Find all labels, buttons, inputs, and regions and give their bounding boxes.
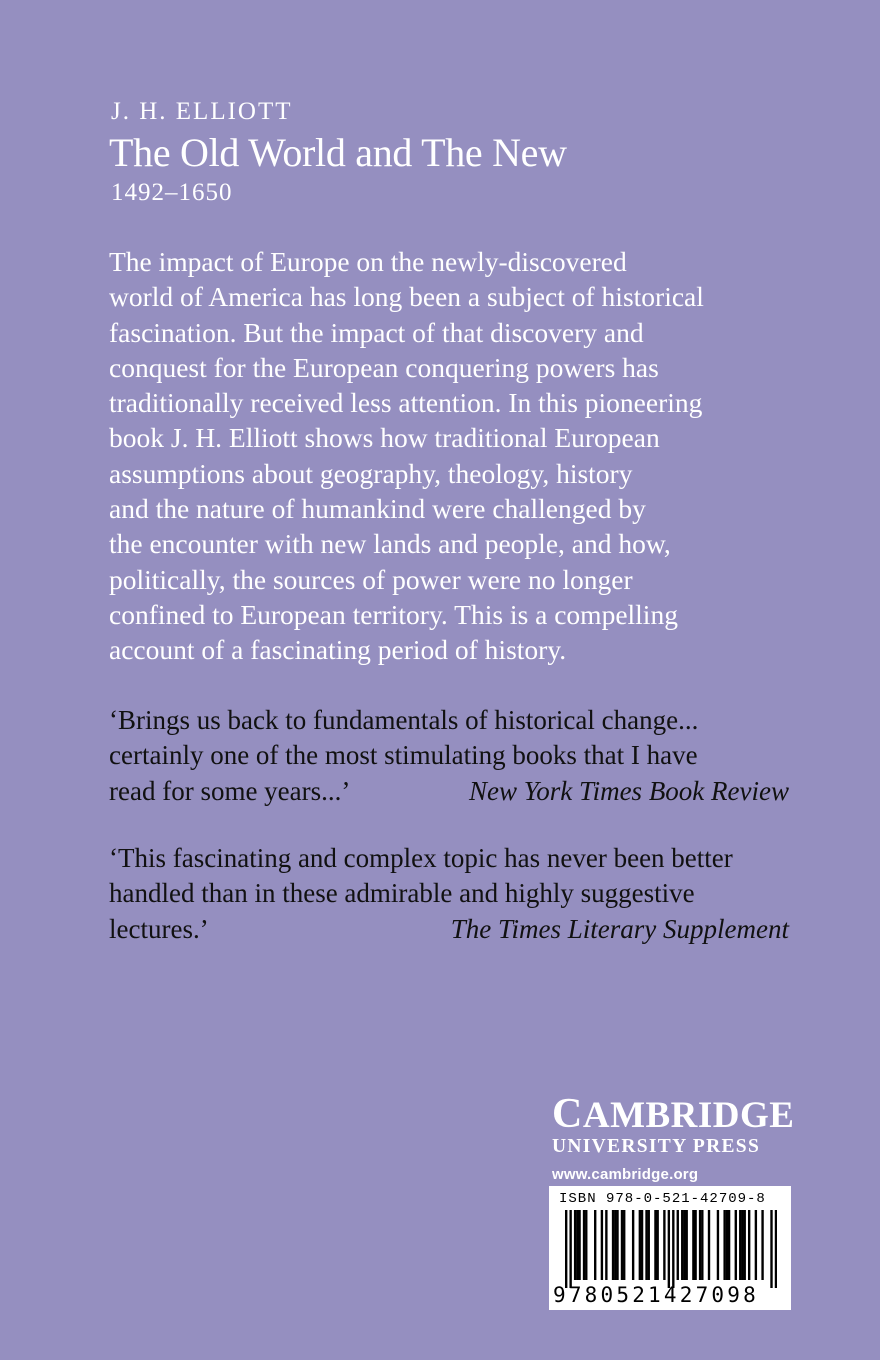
barcode-bar xyxy=(623,1210,625,1280)
review-source: New York Times Book Review xyxy=(469,775,789,806)
barcode-bars xyxy=(565,1210,777,1288)
book-title: The Old World and The New xyxy=(109,130,567,175)
barcode-bar xyxy=(686,1210,688,1280)
barcode-digits: 9780521427098 xyxy=(553,1283,759,1307)
barcode-bar xyxy=(672,1210,674,1288)
blurb-line: assumptions about geography, theology, history xyxy=(109,457,633,489)
barcode-bar xyxy=(648,1210,650,1280)
blurb-line: book J. H. Elliott shows how traditional European xyxy=(109,422,660,454)
barcode-bar xyxy=(728,1210,730,1280)
barcode-bar xyxy=(663,1210,665,1280)
barcode-bar xyxy=(694,1210,696,1280)
review-line: lectures.’ xyxy=(109,913,209,944)
author-name: J. H. ELLIOTT xyxy=(111,98,293,125)
barcode-bar xyxy=(708,1210,710,1280)
barcode-bar xyxy=(726,1210,728,1280)
barcode-bar xyxy=(614,1210,616,1280)
review-line: read for some years...’ xyxy=(109,775,351,806)
barcode-bar xyxy=(641,1210,643,1280)
barcode-bar xyxy=(565,1210,567,1288)
barcode-bar xyxy=(735,1210,737,1280)
barcode-bar xyxy=(583,1210,585,1280)
review-source: The Times Literary Supplement xyxy=(450,913,789,944)
barcode-bar xyxy=(692,1210,694,1280)
barcode-bar xyxy=(677,1210,679,1280)
review-line: ‘Brings us back to fundamentals of historical change... xyxy=(109,705,699,735)
blurb-line: and the nature of humankind were challenged by xyxy=(109,493,646,525)
barcode-bar xyxy=(761,1210,763,1280)
review-quote-1 xyxy=(109,703,789,809)
barcode-bar xyxy=(576,1210,578,1280)
barcode-bar xyxy=(654,1210,656,1280)
book-dates: 1492–1650 xyxy=(111,179,233,206)
barcode-bar xyxy=(741,1210,743,1280)
barcode-bar xyxy=(775,1210,777,1288)
barcode-bar xyxy=(656,1210,658,1280)
blurb-line: fascination. But the impact of that discovery and xyxy=(109,316,644,348)
barcode-bar xyxy=(748,1210,750,1280)
blurb-line: confined to European territory. This is a compelling xyxy=(109,598,678,630)
barcode-bar xyxy=(605,1210,607,1280)
barcode-bar xyxy=(699,1210,701,1280)
barcode-bar xyxy=(770,1210,772,1288)
barcode-bar xyxy=(645,1210,647,1280)
barcode-bar xyxy=(601,1210,603,1280)
barcode-bar xyxy=(574,1210,576,1280)
publisher-name: CAMBRIDGE xyxy=(552,1091,795,1137)
barcode-bar xyxy=(668,1210,670,1288)
barcode-bar xyxy=(616,1210,618,1280)
blurb-line: world of America has long been a subject of historical xyxy=(109,281,704,313)
barcode-bar xyxy=(681,1210,683,1280)
review-line: ‘This fascinating and complex topic has never been better xyxy=(109,843,733,873)
isbn-barcode xyxy=(549,1186,791,1310)
blurb-line: account of a fascinating period of history. xyxy=(109,634,567,666)
review-line: handled than in these admirable and highly suggestive xyxy=(109,878,695,909)
blurb-line: The impact of Europe on the newly-discovered xyxy=(109,246,627,277)
blurb-line: politically, the sources of power were no longer xyxy=(109,563,633,595)
barcode-bar xyxy=(755,1210,757,1280)
review-quote-2 xyxy=(109,841,789,947)
blurb-line: conquest for the European conquering powers has xyxy=(109,351,659,383)
barcode-bar xyxy=(683,1210,685,1280)
barcode-bar xyxy=(639,1210,641,1280)
barcode-bar xyxy=(744,1210,746,1280)
barcode-bar xyxy=(612,1210,614,1280)
barcode-bar xyxy=(621,1210,623,1280)
barcode-bar xyxy=(585,1210,587,1280)
barcode-bar xyxy=(594,1210,596,1280)
blurb-line: traditionally received less attention. In this pioneering xyxy=(109,387,703,419)
review-line: certainly one of the most stimulating books that I have xyxy=(109,740,698,771)
barcode-bar xyxy=(701,1210,703,1280)
isbn-label: ISBN 978-0-521-42709-8 xyxy=(559,1191,766,1207)
barcode-bar xyxy=(739,1210,741,1280)
blurb xyxy=(109,244,809,668)
publisher-logo xyxy=(552,1091,795,1183)
barcode-bar xyxy=(632,1210,634,1280)
barcode-bar xyxy=(569,1210,571,1288)
barcode-bar xyxy=(723,1210,725,1280)
blurb-line: the encounter with new lands and people, and how, xyxy=(109,528,671,560)
publisher-subtitle: UNIVERSITY PRESS xyxy=(552,1136,761,1157)
publisher-website: www.cambridge.org xyxy=(552,1166,699,1183)
barcode-bar xyxy=(578,1210,580,1280)
barcode-bar xyxy=(717,1210,719,1280)
